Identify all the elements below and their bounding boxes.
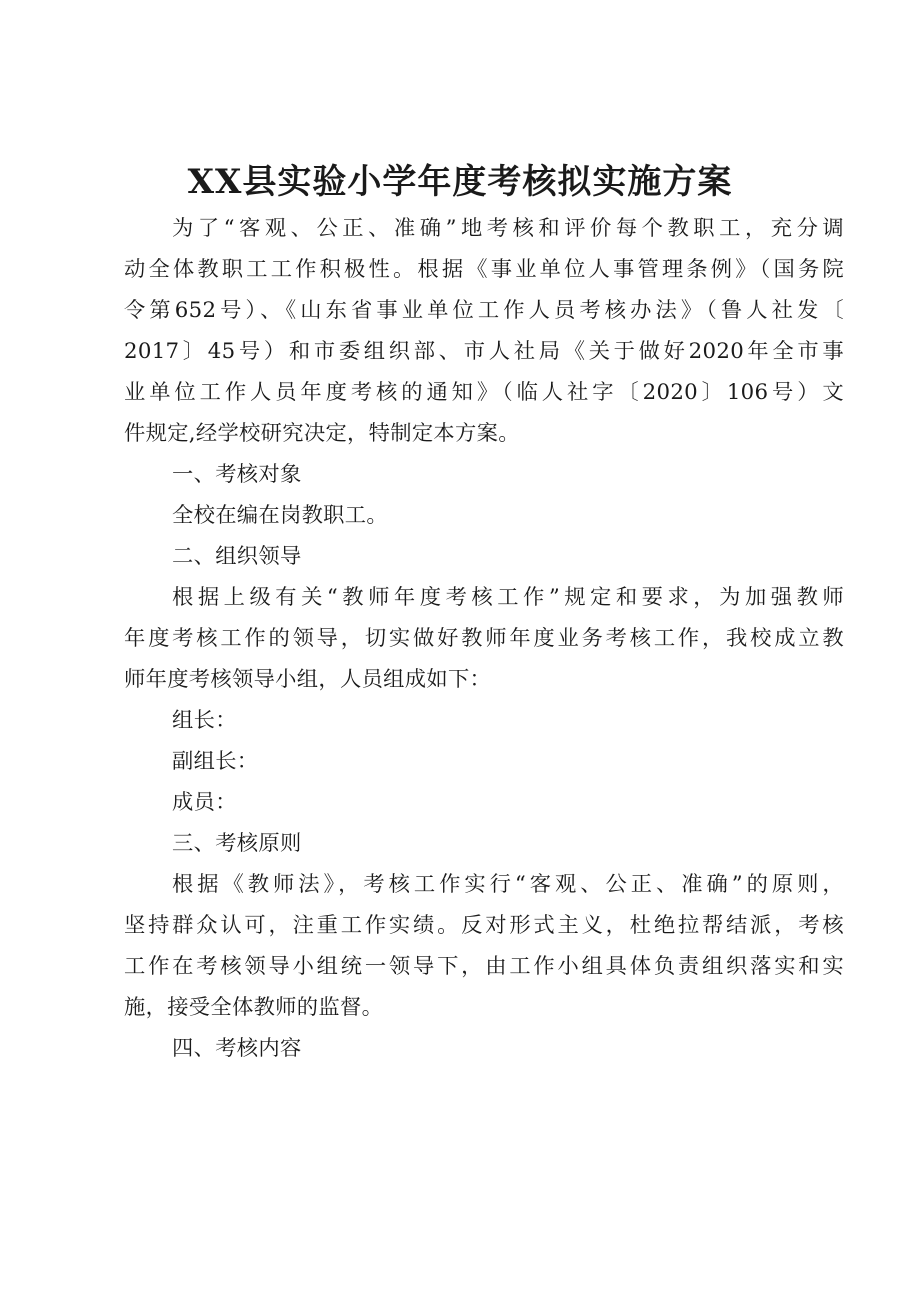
section3-line: 工作在考核领导小组统一领导下，由工作小组具体负责组织落实和实 (124, 954, 844, 979)
section-heading-4: 四、考核内容 (172, 1036, 302, 1061)
section-text-1: 全校在编在岗教职工。 (172, 503, 388, 528)
section-heading-2: 二、组织领导 (172, 544, 302, 569)
leader-label: 组长： (172, 708, 237, 733)
section-heading-3: 三、考核原则 (172, 831, 302, 856)
intro-line: 令第652号）、《山东省事业单位工作人员考核办法》（鲁人社发〔 (124, 298, 844, 323)
document-title: XX县实验小学年度考核拟实施方案 (187, 162, 733, 202)
intro-line: 动全体教职工工作积极性。根据《事业单位人事管理条例》（国务院 (124, 257, 844, 282)
document-body (124, 208, 844, 1069)
section3-line: 坚持群众认可，注重工作实绩。反对形式主义，杜绝拉帮结派，考核 (124, 913, 844, 938)
intro-line: 2017〕45号）和市委组织部、市人社局《关于做好2020年全市事 (124, 339, 844, 364)
deputy-leader-label: 副组长： (172, 749, 259, 774)
section2-line: 年度考核工作的领导，切实做好教师年度业务考核工作，我校成立教 (124, 626, 844, 651)
section3-line: 根据《教师法》，考核工作实行“客观、公正、准确”的原则， (172, 872, 844, 897)
intro-line: 为了“客观、公正、准确”地考核和评价每个教职工，充分调 (172, 216, 844, 241)
intro-line: 业单位工作人员年度考核的通知》（临人社字〔2020〕106号）文 (124, 380, 844, 405)
section2-line: 根据上级有关“教师年度考核工作”规定和要求，为加强教师 (172, 585, 844, 610)
section3-line: 施，接受全体教师的监督。 (124, 995, 384, 1020)
section-heading-1: 一、考核对象 (172, 462, 302, 487)
intro-line: 件规定,经学校研究决定，特制定本方案。 (124, 421, 520, 446)
members-label: 成员： (172, 790, 237, 815)
section2-line: 师年度考核领导小组，人员组成如下： (124, 667, 492, 692)
